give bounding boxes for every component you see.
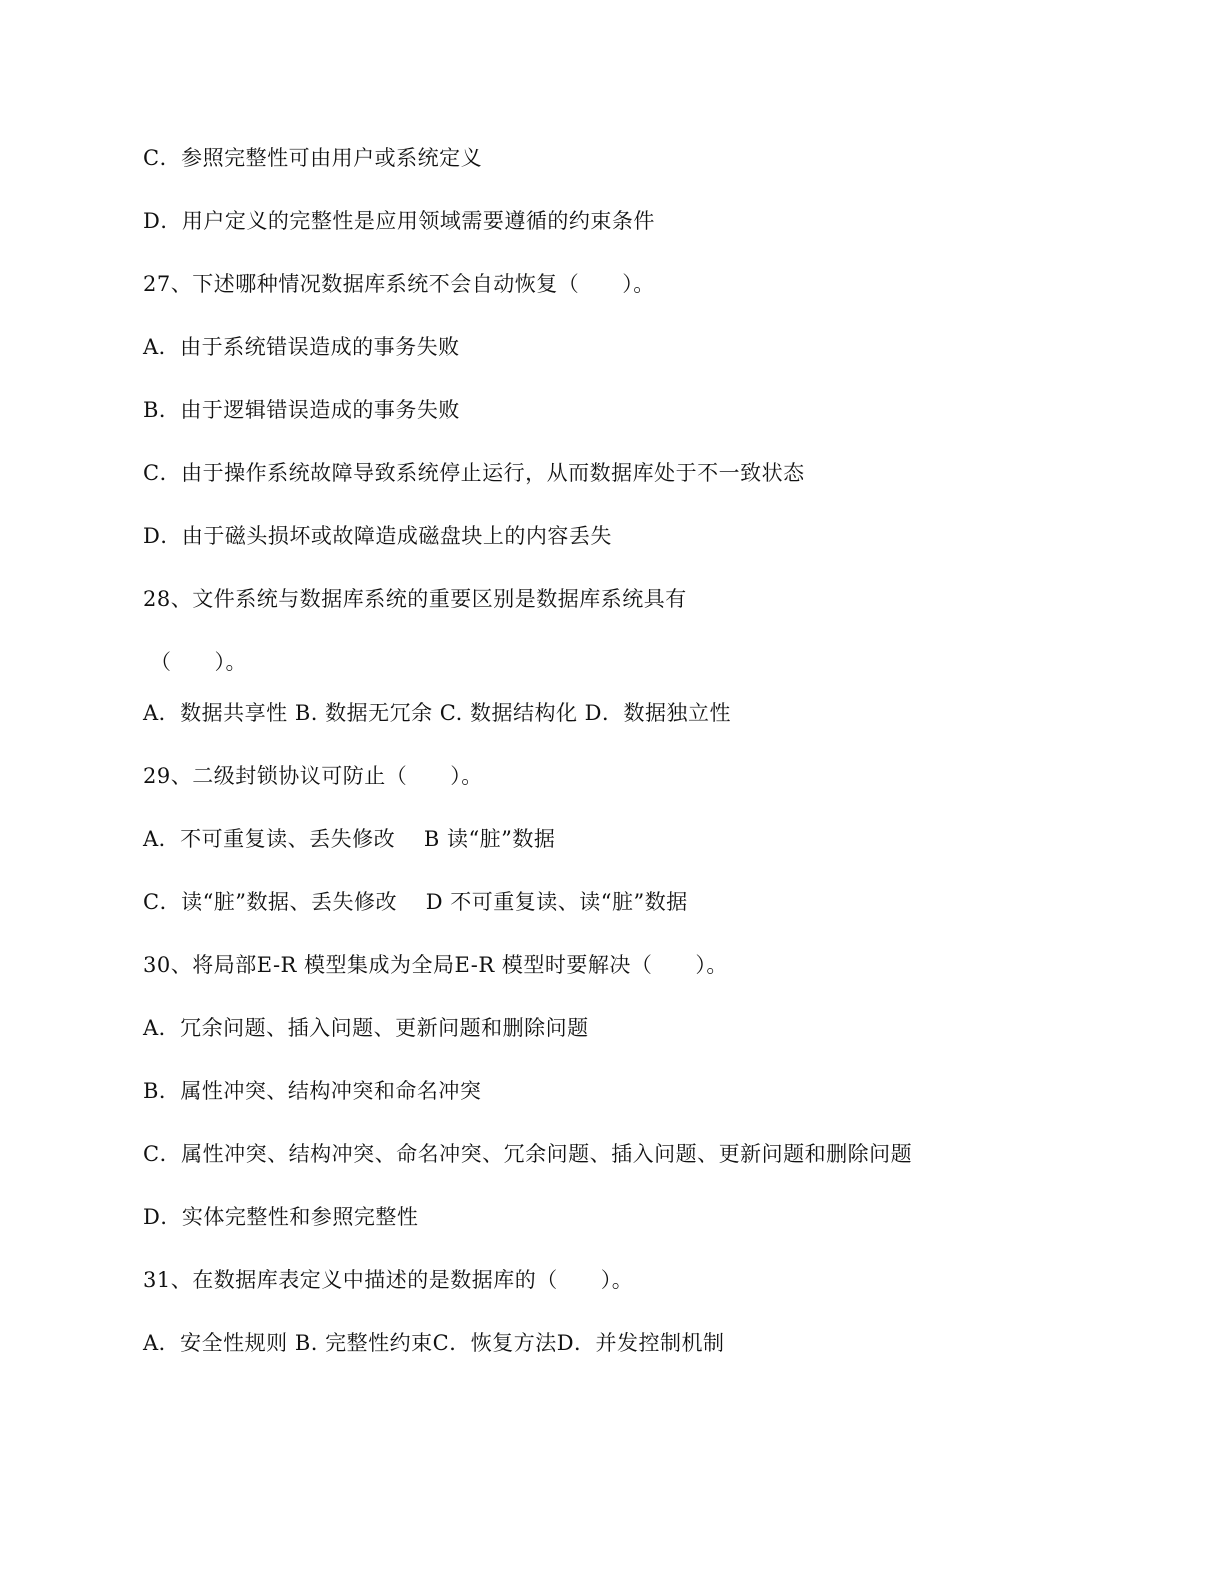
question-27: 27、下述哪种情况数据库系统不会自动恢复（ ）。 xyxy=(143,272,655,296)
option-b-q27: B．由于逻辑错误造成的事务失败 xyxy=(143,398,460,422)
option-c-q27: C．由于操作系统故障导致系统停止运行，从而数据库处于不一致状态 xyxy=(143,461,805,485)
option-d-q27: D．由于磁头损坏或故障造成磁盘块上的内容丢失 xyxy=(143,524,612,548)
option-a-q27: A．由于系统错误造成的事务失败 xyxy=(143,335,460,359)
option-b-q30: B．属性冲突、结构冲突和命名冲突 xyxy=(143,1079,482,1103)
question-29: 29、二级封锁协议可防止（ ）。 xyxy=(143,764,483,788)
question-30: 30、将局部E-R 模型集成为全局E-R 模型时要解决（ ）。 xyxy=(143,953,728,977)
option-a-q30: A．冗余问题、插入问题、更新问题和删除问题 xyxy=(143,1016,589,1040)
options-q28: A．数据共享性 B. 数据无冗余 C. 数据结构化 D．数据独立性 xyxy=(143,701,731,725)
options-q31: A．安全性规则 B. 完整性约束C．恢复方法D．并发控制机制 xyxy=(143,1331,725,1355)
question-28-continued: （ ）。 xyxy=(150,650,247,674)
options-ab-q29: A．不可重复读、丢失修改 B 读“脏”数据 xyxy=(143,827,556,851)
option-c-q26: C．参照完整性可由用户或系统定义 xyxy=(143,146,483,170)
question-28: 28、文件系统与数据库系统的重要区别是数据库系统具有 xyxy=(143,587,687,611)
option-d-q30: D．实体完整性和参照完整性 xyxy=(143,1205,419,1229)
question-31: 31、在数据库表定义中描述的是数据库的（ ）。 xyxy=(143,1268,634,1292)
options-cd-q29: C．读“脏”数据、丢失修改 D 不可重复读、读“脏”数据 xyxy=(143,890,688,914)
option-d-q26: D．用户定义的完整性是应用领域需要遵循的约束条件 xyxy=(143,209,655,233)
option-c-q30: C．属性冲突、结构冲突、命名冲突、冗余问题、插入问题、更新问题和删除问题 xyxy=(143,1142,913,1166)
